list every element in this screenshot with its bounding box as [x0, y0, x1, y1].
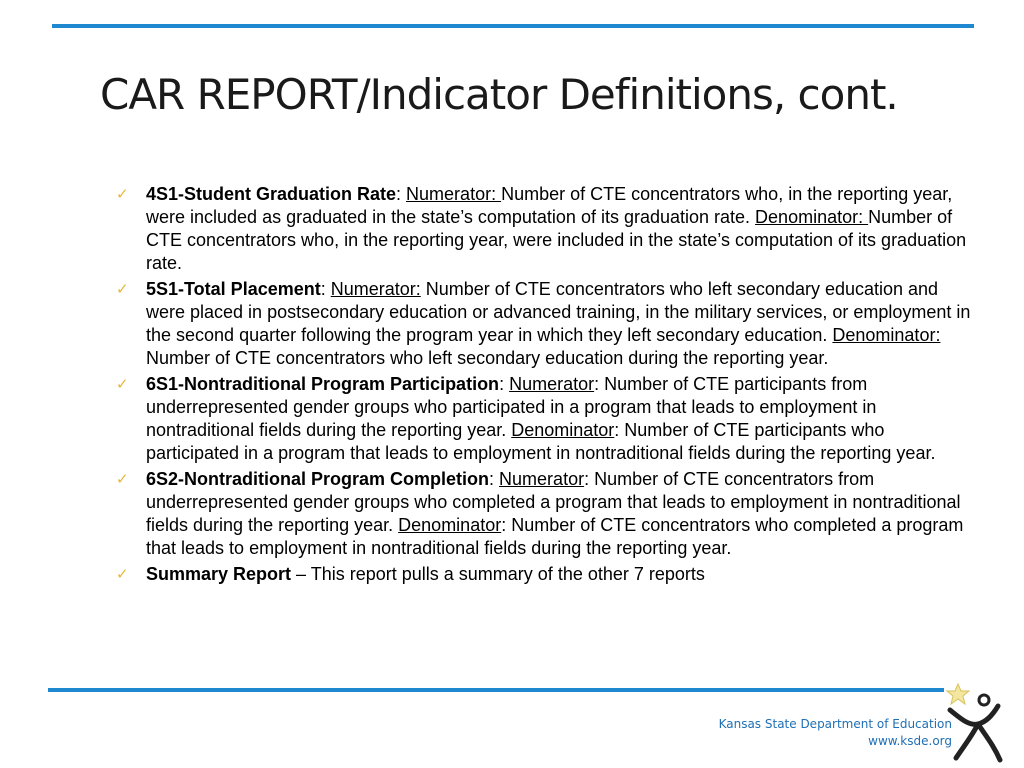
logo-arm-right [978, 706, 998, 724]
denominator-text: Number of CTE concentrators who left secondary education during the reporting year. [146, 348, 829, 368]
slide-title: CAR REPORT/Indicator Definitions, cont. [100, 70, 898, 119]
checkmark-icon: ✓ [116, 185, 129, 203]
denominator-text: : Number of CTE participants who participated in a program that leads to employment in nontraditional fields during the reporting year. [146, 420, 936, 463]
checkmark-icon: ✓ [116, 470, 129, 488]
bullet-item-summary [116, 563, 972, 586]
denominator-text: Number of CTE concentrators who, in the reporting year, were included in the state’s computation of its graduation rate. [146, 207, 967, 273]
bullet-item [116, 468, 972, 560]
checkmark-icon: ✓ [116, 375, 129, 393]
bullet-list [116, 183, 972, 589]
footer [719, 716, 952, 750]
logo-leg [978, 724, 1000, 760]
denominator-label: Denominator [398, 515, 502, 535]
logo-arm-left [950, 710, 978, 724]
bullet-separator: : [489, 469, 500, 489]
numerator-text: : Number of CTE participants from underrepresented gender groups who participated in a program that leads to employment in nontraditional fields during the reporting year. [146, 374, 877, 440]
logo-star-icon [947, 684, 969, 704]
numerator-label: Numerator: [406, 184, 502, 204]
top-rule [52, 24, 974, 28]
numerator-text: Number of CTE concentrators who left secondary education and were placed in postsecondary education or advanced training, in the military services, or employment in the second quarter following the program year in which they left secondary education. [146, 279, 971, 345]
bullet-separator: : [320, 279, 331, 299]
denominator-label: Denominator [511, 420, 615, 440]
numerator-label: Numerator [499, 469, 585, 489]
summary-term: Summary Report [146, 564, 292, 584]
checkmark-icon: ✓ [116, 280, 129, 298]
ksde-logo [942, 680, 1006, 764]
denominator-text: : Number of CTE concentrators who completed a program that leads to employment in nontraditional fields during the reporting year. [146, 515, 964, 558]
numerator-label: Numerator [509, 374, 595, 394]
bullet-term: 5S1-Total Placement [146, 279, 321, 299]
numerator-text: Number of CTE concentrators who, in the reporting year, were included as graduated in the state’s computation of its graduation rate. [146, 184, 953, 227]
bullet-term: 6S2-Nontraditional Program Completion [146, 469, 490, 489]
bullet-item [116, 373, 972, 465]
summary-text: – This report pulls a summary of the other 7 reports [291, 564, 705, 584]
bullet-term: 4S1-Student Graduation Rate [146, 184, 397, 204]
logo-head [979, 695, 989, 705]
checkmark-icon: ✓ [116, 565, 129, 583]
denominator-label: Denominator: [755, 207, 869, 227]
bottom-rule [48, 688, 944, 692]
footer-url[interactable]: www.ksde.org [868, 734, 952, 748]
bullet-item [116, 278, 972, 370]
denominator-label: Denominator: [832, 325, 941, 345]
numerator-text: : Number of CTE concentrators from underrepresented gender groups who completed a program that leads to employment in nontraditional fields during the reporting year. [146, 469, 961, 535]
logo-body [956, 724, 978, 758]
footer-org: Kansas State Department of Education [718, 717, 952, 731]
bullet-term: 6S1-Nontraditional Program Participation [146, 374, 500, 394]
bullet-separator: : [396, 184, 407, 204]
numerator-label: Numerator: [330, 279, 421, 299]
bullet-item [116, 183, 972, 275]
bullet-separator: : [499, 374, 510, 394]
